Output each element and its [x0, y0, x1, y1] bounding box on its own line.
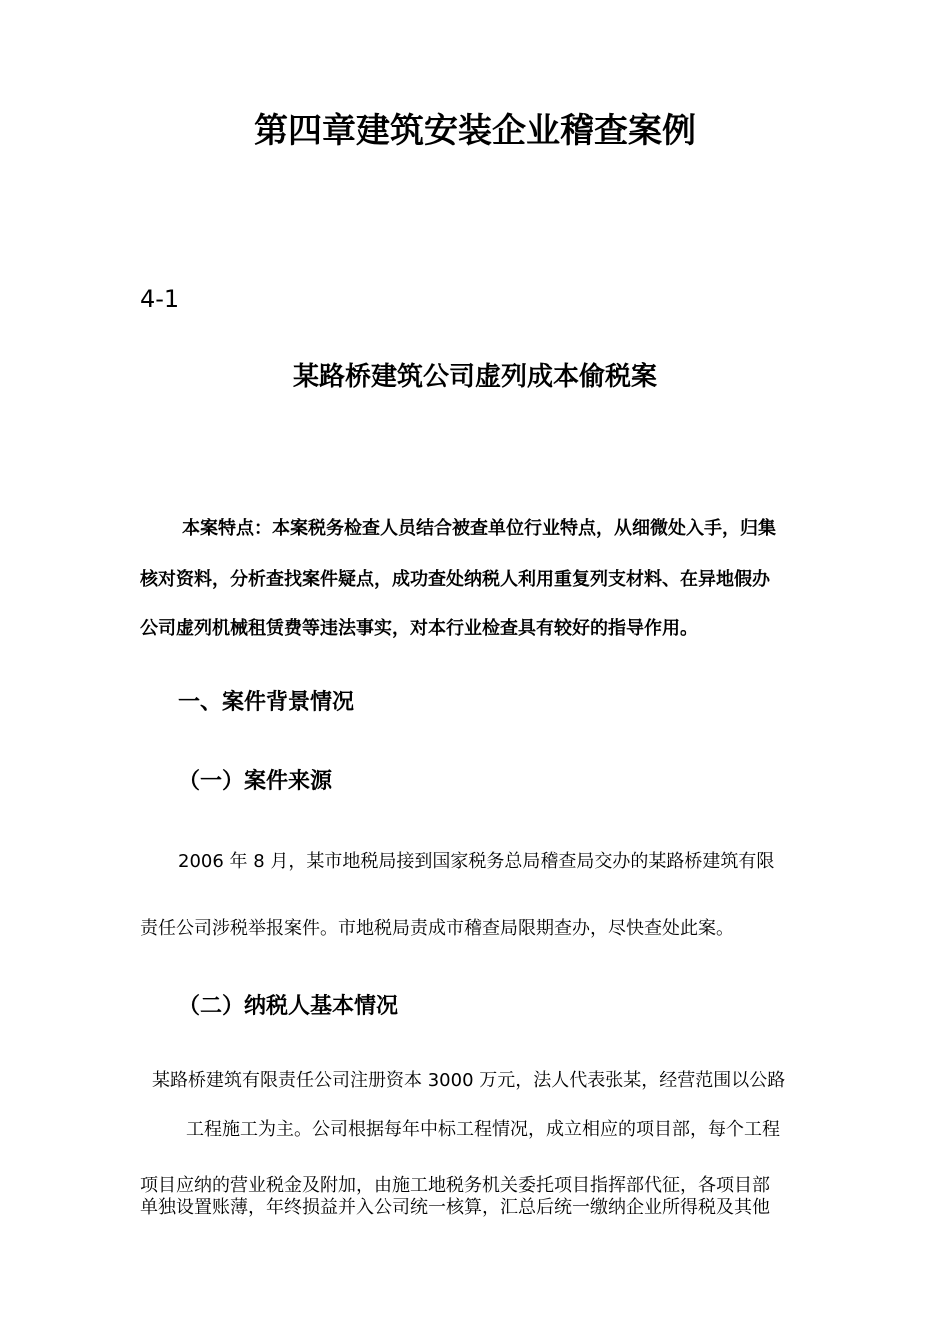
taxpayer-paragraph-line-2: 工程施工为主。公司根据每年中标工程情况，成立相应的项目部，每个工程	[186, 1119, 780, 1140]
case-features-line-3: 公司虚列机械租赁费等违法事实，对本行业检查具有较好的指导作用。	[140, 618, 698, 639]
taxpayer-paragraph-line-4: 单独设置账薄，年终损益并入公司统一核算，汇总后统一缴纳企业所得税及其他	[140, 1197, 770, 1218]
taxpayer-paragraph-line-3: 项目应纳的营业税金及附加，由施工地税务机关委托项目指挥部代征，各项目部	[140, 1175, 770, 1196]
case-features-line-2: 核对资料，分析查找案件疑点，成功查处纳税人利用重复列支材料、在异地假办	[140, 569, 770, 590]
case-features-line-1: 本案特点：本案税务检查人员结合被查单位行业特点，从细微处入手，归集	[182, 518, 776, 539]
subsection-heading-taxpayer: （二）纳税人基本情况	[178, 994, 399, 1019]
subsection-heading-source: （一）案件来源	[178, 769, 333, 794]
chapter-title: 第四章建筑安装企业稽查案例	[254, 111, 696, 151]
case-number: 4-1	[140, 285, 180, 313]
source-paragraph-line-2: 责任公司涉税举报案件。市地税局责成市稽查局限期查办，尽快查处此案。	[140, 918, 734, 939]
taxpayer-paragraph-line-1: 某路桥建筑有限责任公司注册资本 3000 万元，法人代表张某，经营范围以公路	[152, 1070, 786, 1091]
case-title: 某路桥建筑公司虚列成本偷税案	[292, 362, 657, 392]
source-paragraph-line-1: 2006 年 8 月，某市地税局接到国家税务总局稽查局交办的某路桥建筑有限	[178, 851, 775, 872]
section-heading-background: 一、案件背景情况	[178, 690, 355, 715]
